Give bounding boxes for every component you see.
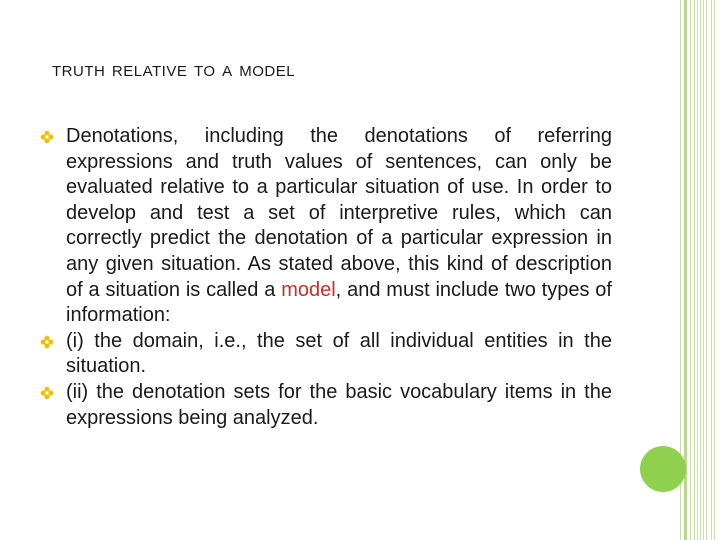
flower-bullet-icon	[40, 386, 54, 400]
bullet-text-part: , and must include two types of information:	[66, 278, 612, 327]
bullet-text: (ii) the denotation sets for the basic vocabulary items in the expressions being analyzed.	[66, 380, 612, 429]
bullet-list	[40, 124, 612, 431]
bullet-text	[66, 124, 612, 329]
border-stripe	[706, 0, 707, 540]
border-stripe	[690, 0, 691, 540]
bullet-text: (i) the domain, i.e., the set of all individual entities in the situation.	[66, 329, 612, 378]
border-stripe	[697, 0, 698, 540]
border-stripe	[700, 0, 701, 540]
bullet-item	[40, 329, 612, 380]
border-stripe	[694, 0, 695, 540]
decorative-circle	[640, 446, 686, 492]
highlight-term: model	[281, 278, 336, 301]
flower-bullet-icon	[40, 130, 54, 144]
flower-bullet-icon	[40, 335, 54, 349]
border-stripe	[714, 0, 715, 540]
bullet-item	[40, 380, 612, 431]
border-stripe	[684, 0, 687, 540]
border-stripe	[703, 0, 704, 540]
bullet-text-part: Denotations, including the denotations of referring expressions and truth values of sentences, can only be evaluated relative to a particular situation of use. In order to develop and test a set of interpretive rules, which can correctly predict the denotation of a particular expression in any given situation. As stated above, this kind of description of a situation is called a	[66, 125, 612, 301]
border-stripe	[711, 0, 712, 540]
slide-title: truth relative to a model	[52, 56, 296, 81]
bullet-item	[40, 124, 612, 329]
